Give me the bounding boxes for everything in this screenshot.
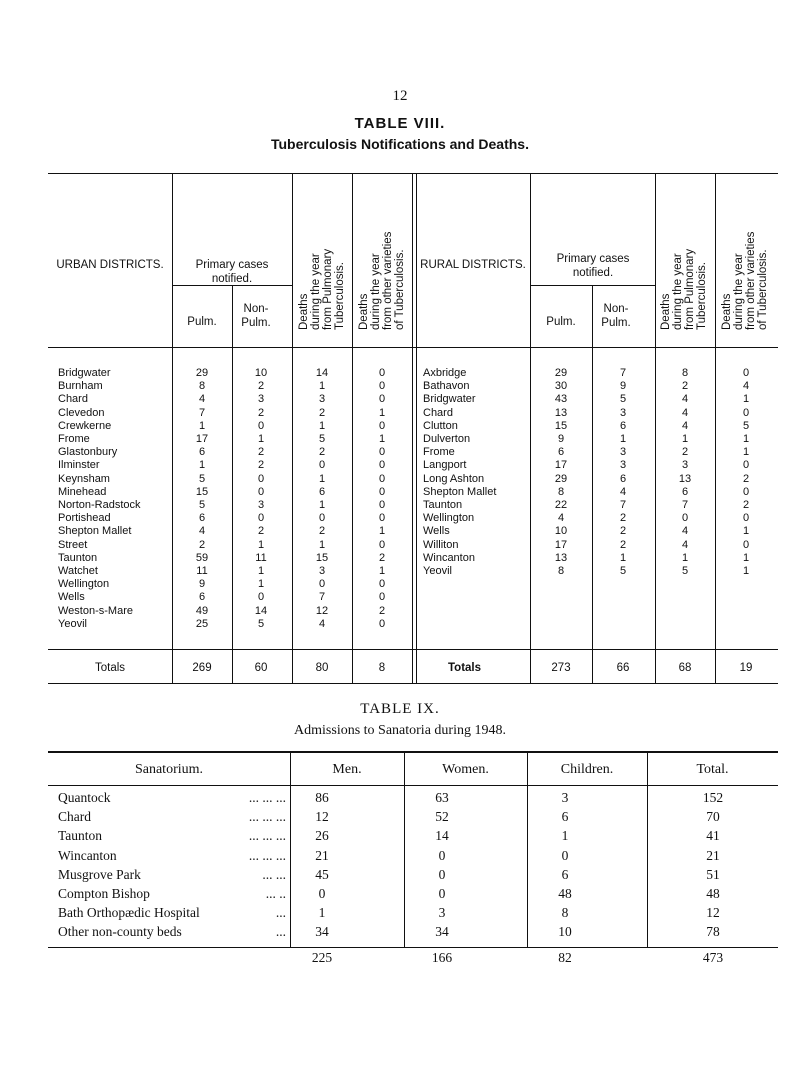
sanatorium-name: Quantock — [58, 790, 111, 805]
total-value: 12 — [706, 905, 720, 921]
totals-men: 225 — [311, 950, 333, 965]
urban-dp-value: 5 — [318, 433, 326, 445]
urban-pulm-value: 15 — [195, 485, 209, 498]
total-value: 48 — [706, 886, 720, 901]
rural-pulm-value: 13 — [554, 551, 568, 564]
vline — [352, 173, 353, 683]
women-value: 0 — [438, 866, 446, 882]
urban-dp-value: 2 — [318, 406, 326, 419]
urban-non-value: 10 — [254, 367, 268, 379]
urban-do-value: 1 — [378, 406, 386, 419]
urban-pulm-value: 4 — [198, 525, 206, 538]
rural-totals-label: Totals — [448, 662, 482, 674]
rural-district-name: Bathavon — [423, 380, 470, 393]
urban-district-name: Crewkerne — [58, 419, 112, 432]
urban-non-value: 1 — [257, 578, 265, 591]
urban-do-value: 0 — [378, 459, 386, 472]
urban-district-name: Street — [58, 538, 88, 551]
urban-dp-value: 2 — [318, 525, 326, 538]
table8-subtitle: Tuberculosis Notifications and Deaths. — [270, 136, 529, 152]
urban-dp-value: 1 — [318, 472, 326, 485]
urban-non-value: 0 — [257, 512, 265, 525]
vline — [232, 285, 233, 683]
rural-totals-pulm: 273 — [551, 662, 571, 674]
total-value: 41 — [706, 828, 720, 844]
urban-do-value: 1 — [378, 525, 386, 538]
vline — [404, 751, 405, 947]
urban-do-value: 0 — [378, 499, 386, 511]
men-value: 86 — [315, 790, 329, 805]
rural-dp-value: 5 — [681, 565, 689, 577]
total-value: 21 — [706, 847, 720, 863]
urban-district-name: Wells — [58, 591, 85, 604]
urban-district-name: Norton-Radstock — [58, 499, 141, 511]
urban-dp-value: 14 — [315, 367, 329, 379]
rural-dp-value: 1 — [681, 551, 689, 564]
urban-districts-header: URBAN DISTRICTS. — [56, 259, 164, 271]
vline — [527, 751, 528, 947]
urban-pulm-value: 6 — [198, 512, 206, 525]
table9-top-rule — [48, 751, 778, 753]
rural-dp-value: 4 — [681, 538, 689, 551]
rural-non-value: 3 — [619, 446, 627, 459]
total-value: 152 — [702, 790, 724, 805]
urban-pulm-value: 5 — [198, 499, 206, 511]
urban-district-name: Ilminster — [58, 459, 100, 472]
urban-district-name: Glastonbury — [58, 446, 118, 459]
urban-non-value: 2 — [257, 525, 265, 538]
rural-dp-value: 2 — [681, 380, 689, 393]
urban-district-name: Weston-s-Mare — [58, 604, 133, 617]
urban-do-value: 0 — [378, 472, 386, 485]
urban-district-name: Taunton — [58, 551, 98, 564]
urban-district-name: Keynsham — [58, 472, 110, 485]
rural-district-name: Taunton — [423, 499, 463, 511]
rural-totals-dp: 68 — [678, 662, 692, 674]
urban-non-value: 2 — [257, 406, 265, 419]
leader-dots: ... — [275, 924, 286, 940]
urban-district-name: Frome — [58, 433, 90, 445]
urban-dp-value: 0 — [318, 512, 326, 525]
urban-do-value: 0 — [378, 419, 386, 432]
urban-totals-pulm: 269 — [192, 662, 212, 674]
vline — [412, 173, 413, 683]
non-pulm-header-rural: Non- Pulm. — [601, 303, 631, 329]
rural-do-value: 1 — [742, 525, 750, 538]
rural-dp-value: 1 — [681, 433, 689, 445]
table8-totals-rule — [48, 649, 778, 650]
rural-district-name: Clutton — [423, 419, 458, 432]
urban-district-name: Clevedon — [58, 406, 105, 419]
total-value: 78 — [706, 924, 720, 940]
rural-district-name: Shepton Mallet — [423, 485, 497, 498]
rural-non-value: 1 — [619, 433, 627, 445]
rural-pulm-value: 8 — [557, 565, 565, 577]
table9-subtitle: Admissions to Sanatoria during 1948. — [294, 723, 506, 738]
rural-districts-header: RURAL DISTRICTS. — [420, 259, 526, 271]
total-header: Total. — [696, 762, 729, 777]
vline — [715, 173, 716, 683]
rural-dp-value: 0 — [681, 512, 689, 525]
men-value: 1 — [318, 905, 326, 921]
rural-pulm-value: 6 — [557, 446, 565, 459]
leader-dots: ... ... ... — [248, 790, 286, 805]
urban-do-value: 0 — [378, 578, 386, 591]
men-value: 45 — [315, 866, 329, 882]
urban-pulm-value: 5 — [198, 472, 206, 485]
children-value: 1 — [561, 828, 569, 844]
urban-dp-value: 0 — [318, 578, 326, 591]
urban-non-value: 2 — [257, 459, 265, 472]
sanatorium-name: Other non-county beds — [58, 924, 182, 940]
urban-non-value: 2 — [257, 380, 265, 393]
pulm-header-rural: Pulm. — [546, 316, 576, 328]
children-value: 6 — [561, 866, 569, 882]
urban-pulm-value: 25 — [195, 617, 209, 630]
rural-do-value: 0 — [742, 459, 750, 472]
urban-non-value: 3 — [257, 499, 265, 511]
deaths-pulmonary-header-rural: Deaths during the year from Pulmonary Tuberculosis. — [660, 248, 708, 330]
rural-pulm-value: 4 — [557, 512, 565, 525]
urban-do-value: 0 — [378, 617, 386, 630]
men-value: 0 — [318, 886, 326, 901]
urban-pulm-value: 11 — [196, 565, 208, 577]
urban-pulm-value: 7 — [198, 406, 206, 419]
urban-dp-value: 1 — [318, 380, 326, 393]
rural-non-value: 2 — [619, 512, 627, 525]
urban-dp-value: 12 — [315, 604, 329, 617]
rural-district-name: Wincanton — [423, 551, 475, 564]
urban-do-value: 2 — [378, 604, 386, 617]
totals-children: 82 — [558, 950, 572, 965]
children-value: 48 — [558, 886, 572, 901]
urban-non-value: 1 — [257, 538, 265, 551]
rural-do-value: 0 — [742, 485, 750, 498]
totals-women: 166 — [431, 950, 453, 965]
primary-cases-header-rural: Primary cases notified. — [556, 253, 630, 279]
urban-do-value: 1 — [378, 565, 386, 577]
rural-non-value: 3 — [619, 406, 627, 419]
urban-district-name: Burnham — [58, 380, 103, 393]
non-pulm-header-urban: Non- Pulm. — [241, 303, 271, 329]
rural-pulm-value: 17 — [554, 538, 568, 551]
rural-non-value: 5 — [619, 393, 627, 406]
total-value: 70 — [706, 809, 720, 825]
rural-non-value: 9 — [619, 380, 627, 393]
urban-non-value: 5 — [257, 617, 265, 630]
table8-header-rule — [48, 347, 778, 348]
urban-non-value: 1 — [257, 433, 265, 445]
rural-non-value: 7 — [619, 499, 627, 511]
urban-pulm-value: 2 — [198, 538, 206, 551]
rural-non-value: 3 — [619, 459, 627, 472]
rural-dp-value: 2 — [681, 446, 689, 459]
rural-do-value: 5 — [742, 419, 750, 432]
urban-non-value: 1 — [257, 565, 265, 577]
urban-district-name: Chard — [58, 393, 88, 406]
rural-dp-value: 4 — [681, 393, 689, 406]
rural-totals-do: 19 — [739, 662, 753, 674]
sanatorium-name: Compton Bishop — [58, 886, 150, 901]
vline — [290, 751, 291, 947]
urban-do-value: 0 — [378, 367, 386, 379]
urban-pulm-value: 9 — [198, 578, 206, 591]
children-header: Children. — [560, 762, 614, 777]
urban-dp-value: 1 — [318, 419, 326, 432]
rural-dp-value: 7 — [681, 499, 689, 511]
urban-non-value: 11 — [255, 551, 267, 564]
women-value: 0 — [438, 847, 446, 863]
rural-district-name: Chard — [423, 406, 453, 419]
urban-pulm-value: 59 — [195, 551, 209, 564]
urban-non-value: 3 — [257, 393, 265, 406]
rural-pulm-value: 29 — [554, 367, 568, 379]
rural-dp-value: 6 — [681, 485, 689, 498]
women-value: 0 — [438, 886, 446, 901]
pulm-header-urban: Pulm. — [187, 316, 217, 328]
sanatorium-name: Bath Orthopædic Hospital — [58, 905, 200, 921]
rural-district-name: Wellington — [423, 512, 475, 525]
sanatorium-name: Chard — [58, 809, 91, 825]
rural-dp-value: 4 — [681, 406, 689, 419]
urban-pulm-value: 49 — [195, 604, 209, 617]
leader-dots: ... — [275, 905, 286, 921]
table8-title: TABLE VIII. — [354, 115, 446, 132]
urban-non-value: 0 — [257, 472, 265, 485]
vline — [655, 173, 656, 683]
urban-non-value: 2 — [257, 446, 265, 459]
rural-district-name: Dulverton — [423, 433, 471, 445]
rural-pulm-value: 9 — [557, 433, 565, 445]
rural-do-value: 0 — [742, 538, 750, 551]
leader-dots: ... ... ... — [248, 809, 286, 825]
rural-non-value: 6 — [619, 472, 627, 485]
urban-dp-value: 15 — [315, 551, 329, 564]
rural-district-name: Bridgwater — [423, 393, 476, 406]
rural-district-name: Williton — [423, 538, 459, 551]
urban-non-value: 0 — [257, 591, 265, 604]
urban-totals-non: 60 — [254, 662, 268, 674]
urban-totals-label: Totals — [95, 662, 126, 674]
rural-do-value: 1 — [742, 565, 750, 577]
sanatorium-header: Sanatorium. — [134, 762, 204, 777]
rural-non-value: 7 — [619, 367, 627, 379]
rural-do-value: 1 — [742, 446, 750, 459]
urban-non-value: 14 — [254, 604, 268, 617]
totals-total: 473 — [702, 950, 724, 965]
rural-non-value: 4 — [619, 485, 627, 498]
men-value: 12 — [315, 809, 329, 825]
urban-dp-value: 3 — [318, 565, 326, 577]
sanatorium-name: Wincanton — [58, 847, 117, 863]
urban-district-name: Yeovil — [58, 617, 87, 630]
urban-pulm-value: 29 — [195, 367, 209, 379]
women-header: Women. — [442, 762, 489, 777]
rural-district-name: Wells — [423, 525, 450, 538]
urban-dp-value: 1 — [318, 499, 326, 511]
women-value: 14 — [435, 828, 449, 844]
urban-district-name: Shepton Mallet — [58, 525, 132, 538]
rural-pulm-value: 43 — [554, 393, 568, 406]
urban-non-value: 0 — [257, 419, 265, 432]
rural-do-value: 4 — [742, 380, 750, 393]
rural-do-value: 1 — [742, 433, 750, 445]
rural-do-value: 2 — [742, 472, 750, 485]
leader-dots: ... .. — [265, 886, 286, 901]
women-value: 3 — [438, 905, 446, 921]
rural-do-value: 1 — [742, 393, 750, 406]
urban-pulm-value: 4 — [198, 393, 206, 406]
children-value: 0 — [561, 847, 569, 863]
rural-district-name: Frome — [423, 446, 455, 459]
children-value: 6 — [561, 809, 569, 825]
rural-non-value: 5 — [619, 565, 627, 577]
table8-top-rule — [48, 173, 778, 174]
men-header: Men. — [332, 762, 362, 777]
urban-district-name: Wellington — [58, 578, 110, 591]
deaths-pulmonary-header-urban: Deaths during the year from Pulmonary Tuberculosis. — [298, 248, 346, 330]
urban-dp-value: 3 — [318, 393, 326, 406]
rural-do-value: 1 — [742, 551, 750, 564]
urban-district-name: Minehead — [58, 485, 107, 498]
rural-dp-value: 3 — [681, 459, 689, 472]
rural-district-name: Axbridge — [423, 367, 467, 379]
vline — [530, 173, 531, 683]
primary-cases-header-urban: Primary cases notified. — [195, 259, 269, 285]
sanatorium-name: Musgrove Park — [58, 866, 141, 882]
rural-pulm-value: 8 — [557, 485, 565, 498]
total-value: 51 — [706, 866, 720, 882]
sanatorium-name: Taunton — [58, 828, 103, 844]
deaths-other-header-urban: Deaths during the year from other varieties of Tuberculosis. — [358, 231, 406, 330]
children-value: 10 — [558, 924, 572, 940]
urban-totals-do: 8 — [378, 662, 386, 674]
rural-non-value: 2 — [619, 538, 627, 551]
vline — [172, 173, 173, 683]
urban-district-name: Watchet — [58, 565, 98, 577]
urban-district-name: Bridgwater — [58, 367, 111, 379]
urban-do-value: 0 — [378, 538, 386, 551]
urban-dp-value: 2 — [318, 446, 326, 459]
rural-pulm-value: 22 — [554, 499, 568, 511]
urban-do-value: 2 — [378, 551, 386, 564]
rural-pulm-value: 30 — [554, 380, 568, 393]
rural-non-value: 1 — [619, 551, 627, 564]
men-value: 34 — [315, 924, 329, 940]
men-value: 21 — [315, 847, 329, 863]
rural-pulm-value: 29 — [554, 472, 568, 485]
page-number: 12 — [392, 88, 408, 104]
urban-district-name: Portishead — [58, 512, 111, 525]
urban-non-value: 0 — [257, 485, 265, 498]
leader-dots: ... ... — [262, 866, 286, 882]
leader-dots: ... ... ... — [248, 828, 286, 844]
rural-pulm-value: 13 — [554, 406, 568, 419]
deaths-other-header-rural: Deaths during the year from other varieties of Tuberculosis. — [721, 231, 769, 330]
urban-dp-value: 1 — [318, 538, 326, 551]
rural-district-name: Yeovil — [423, 565, 452, 577]
rural-dp-value: 4 — [681, 525, 689, 538]
urban-pulm-value: 1 — [198, 459, 206, 472]
men-value: 26 — [315, 828, 329, 844]
urban-pulm-value: 6 — [198, 591, 206, 604]
urban-pulm-value: 8 — [198, 380, 206, 393]
urban-dp-value: 7 — [318, 591, 326, 604]
rural-district-name: Langport — [423, 459, 467, 472]
rural-pulm-value: 17 — [554, 459, 568, 472]
urban-do-value: 0 — [378, 591, 386, 604]
women-value: 52 — [435, 809, 449, 825]
urban-do-value: 0 — [378, 485, 386, 498]
urban-pulm-value: 1 — [198, 419, 206, 432]
rural-dp-value: 13 — [678, 472, 692, 485]
rural-totals-non: 66 — [616, 662, 630, 674]
leader-dots: ... ... ... — [248, 847, 286, 863]
urban-totals-dp: 80 — [315, 662, 329, 674]
urban-dp-value: 4 — [318, 617, 326, 630]
urban-do-value: 1 — [378, 433, 386, 445]
women-value: 63 — [435, 790, 449, 805]
rural-do-value: 0 — [742, 512, 750, 525]
rural-dp-value: 8 — [681, 367, 689, 379]
urban-do-value: 0 — [378, 512, 386, 525]
table9-header-rule — [48, 785, 778, 786]
rural-dp-value: 4 — [681, 419, 689, 432]
vline — [292, 173, 293, 683]
rural-district-name: Long Ashton — [423, 472, 485, 485]
table8-bottom-rule — [48, 683, 778, 684]
rural-do-value: 0 — [742, 406, 750, 419]
urban-dp-value: 0 — [318, 459, 326, 472]
urban-do-value: 0 — [378, 393, 386, 406]
urban-pulm-value: 17 — [195, 433, 209, 445]
vline — [416, 173, 417, 683]
women-value: 34 — [435, 924, 449, 940]
rural-do-value: 0 — [742, 367, 750, 379]
rural-non-value: 6 — [619, 419, 627, 432]
urban-pulm-value: 6 — [198, 446, 206, 459]
rural-pulm-value: 10 — [554, 525, 568, 538]
rural-pulm-value: 15 — [554, 419, 568, 432]
urban-do-value: 0 — [378, 380, 386, 393]
rural-do-value: 2 — [742, 499, 750, 511]
vline — [647, 751, 648, 947]
vline — [592, 285, 593, 683]
children-value: 3 — [561, 790, 569, 805]
urban-dp-value: 6 — [318, 485, 326, 498]
urban-do-value: 0 — [378, 446, 386, 459]
children-value: 8 — [561, 905, 569, 921]
table9-title: TABLE IX. — [360, 701, 440, 717]
rural-non-value: 2 — [619, 525, 627, 538]
